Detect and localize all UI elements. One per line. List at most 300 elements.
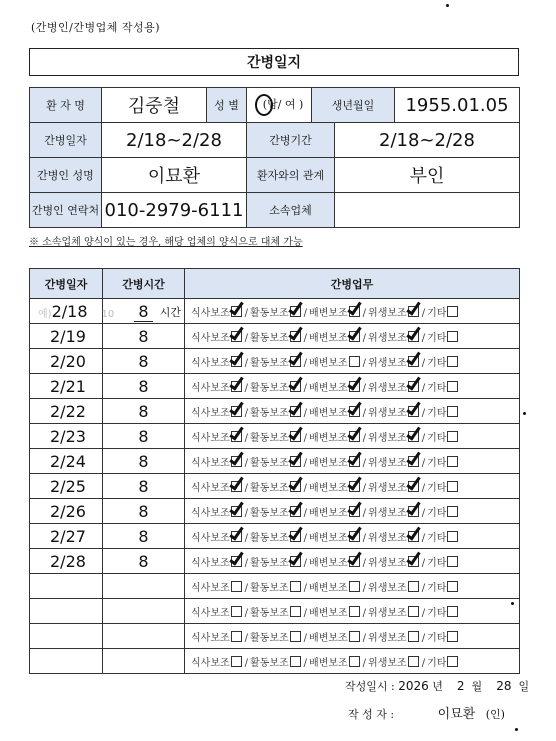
task-label: 활동보조 bbox=[250, 482, 289, 494]
task-label: 기타 bbox=[427, 307, 447, 319]
task-label: 식사보조 bbox=[191, 657, 230, 669]
task-label: 위생보조 bbox=[368, 582, 407, 594]
task-checkbox[interactable] bbox=[349, 556, 360, 567]
task-checkbox[interactable] bbox=[349, 581, 360, 592]
task-checkbox[interactable] bbox=[447, 331, 458, 342]
written-month[interactable]: 2 bbox=[456, 679, 465, 693]
task-checkbox[interactable] bbox=[447, 431, 458, 442]
task-separator: / bbox=[421, 332, 426, 344]
care-hours-value: 8 bbox=[138, 501, 149, 521]
task-checkbox[interactable] bbox=[290, 506, 301, 517]
task-checkbox[interactable] bbox=[290, 481, 301, 492]
care-date-value: 2/24 bbox=[50, 451, 86, 471]
care-hours-cell[interactable] bbox=[103, 474, 185, 499]
task-label: 식사보조 bbox=[191, 457, 230, 469]
task-checkbox[interactable] bbox=[231, 556, 242, 567]
month-unit: 월 bbox=[471, 680, 483, 693]
task-label: 활동보조 bbox=[250, 632, 289, 644]
task-separator: / bbox=[421, 482, 426, 494]
task-checkbox[interactable] bbox=[408, 306, 419, 317]
task-label: 식사보조 bbox=[191, 432, 230, 444]
task-checkbox[interactable] bbox=[290, 656, 301, 667]
task-separator: / bbox=[421, 607, 426, 619]
task-label: 기타 bbox=[427, 532, 447, 544]
task-checkbox[interactable] bbox=[447, 506, 458, 517]
task-separator: / bbox=[303, 507, 308, 519]
task-separator: / bbox=[303, 407, 308, 419]
task-checkbox[interactable] bbox=[408, 456, 419, 467]
care-tasks-cell bbox=[185, 399, 520, 424]
header-care-date: 간병일자 bbox=[30, 269, 103, 299]
task-checkbox[interactable] bbox=[408, 656, 419, 667]
task-separator: / bbox=[421, 432, 426, 444]
care-log-row bbox=[30, 549, 520, 574]
year-unit: 년 bbox=[432, 680, 443, 693]
company-label: 소속업체 bbox=[247, 193, 335, 228]
task-checkbox[interactable] bbox=[408, 431, 419, 442]
company-value[interactable] bbox=[335, 193, 520, 228]
task-checkbox[interactable] bbox=[231, 356, 242, 367]
task-label: 활동보조 bbox=[250, 532, 289, 544]
care-date-cell[interactable] bbox=[30, 574, 103, 599]
task-separator: / bbox=[244, 557, 249, 569]
task-separator: / bbox=[362, 632, 367, 644]
task-separator: / bbox=[362, 532, 367, 544]
care-date-value: 2/27 bbox=[50, 526, 86, 546]
care-log-row bbox=[30, 524, 520, 549]
care-hours-value: 8 bbox=[138, 326, 149, 346]
task-checkbox[interactable] bbox=[408, 531, 419, 542]
care-date-cell[interactable] bbox=[30, 399, 103, 424]
task-checkbox[interactable] bbox=[349, 456, 360, 467]
care-log-row bbox=[30, 374, 520, 399]
care-hours-cell[interactable] bbox=[103, 524, 185, 549]
care-tasks-cell bbox=[185, 574, 520, 599]
care-date-value: 2/28 bbox=[50, 551, 86, 571]
task-label: 기타 bbox=[427, 557, 447, 569]
task-label: 활동보조 bbox=[250, 457, 289, 469]
task-separator: / bbox=[244, 432, 249, 444]
relation-label: 환자와의 관계 bbox=[247, 158, 335, 193]
task-label: 위생보조 bbox=[368, 332, 407, 344]
care-date-cell[interactable] bbox=[30, 324, 103, 349]
care-hours-cell[interactable] bbox=[103, 374, 185, 399]
care-log-row bbox=[30, 624, 520, 649]
task-checkbox[interactable] bbox=[349, 406, 360, 417]
task-checkbox[interactable] bbox=[349, 431, 360, 442]
care-tasks-cell bbox=[185, 599, 520, 624]
task-separator: / bbox=[244, 332, 249, 344]
task-separator: / bbox=[362, 407, 367, 419]
task-separator: / bbox=[362, 357, 367, 369]
task-label: 식사보조 bbox=[191, 607, 230, 619]
task-checkbox[interactable] bbox=[408, 506, 419, 517]
task-label: 식사보조 bbox=[191, 382, 230, 394]
patient-name-value[interactable]: 김중철 bbox=[102, 88, 207, 123]
task-separator: / bbox=[362, 332, 367, 344]
care-date-value: 2/23 bbox=[50, 426, 86, 446]
task-checkbox[interactable] bbox=[447, 531, 458, 542]
care-log-row bbox=[30, 574, 520, 599]
task-separator: / bbox=[244, 582, 249, 594]
task-separator: / bbox=[303, 557, 308, 569]
care-duration-value[interactable]: 2/18~2/28 bbox=[335, 123, 520, 158]
task-label: 활동보조 bbox=[250, 607, 289, 619]
task-separator: / bbox=[303, 457, 308, 469]
caregiver-name-label: 간병인 성명 bbox=[30, 158, 102, 193]
stray-mark bbox=[511, 602, 514, 605]
task-checkbox[interactable] bbox=[408, 406, 419, 417]
task-checkbox[interactable] bbox=[231, 456, 242, 467]
care-log-row bbox=[30, 349, 520, 374]
care-date-cell[interactable] bbox=[30, 549, 103, 574]
caregiver-contact-value[interactable]: 010-2979-6111 bbox=[102, 193, 247, 228]
task-checkbox[interactable] bbox=[290, 431, 301, 442]
task-checkbox[interactable] bbox=[349, 656, 360, 667]
care-date-value: 2/21 bbox=[50, 376, 86, 396]
task-checkbox[interactable] bbox=[447, 406, 458, 417]
task-label: 배변보조 bbox=[309, 657, 348, 669]
task-label: 위생보조 bbox=[368, 607, 407, 619]
task-separator: / bbox=[362, 507, 367, 519]
care-log-row bbox=[30, 649, 520, 674]
task-separator: / bbox=[421, 532, 426, 544]
care-log-row bbox=[30, 474, 520, 499]
task-separator: / bbox=[421, 382, 426, 394]
care-hours-value: 8 bbox=[138, 376, 149, 396]
task-checkbox[interactable] bbox=[349, 331, 360, 342]
task-checkbox[interactable] bbox=[408, 631, 419, 642]
task-label: 위생보조 bbox=[368, 407, 407, 419]
care-hours-cell[interactable] bbox=[103, 574, 185, 599]
care-duration-label: 간병기간 bbox=[247, 123, 335, 158]
task-label: 활동보조 bbox=[250, 507, 289, 519]
task-checkbox[interactable] bbox=[231, 506, 242, 517]
task-separator: / bbox=[244, 457, 249, 469]
stray-mark bbox=[446, 4, 449, 7]
task-checkbox[interactable] bbox=[231, 306, 242, 317]
task-checkbox[interactable] bbox=[231, 531, 242, 542]
task-label: 활동보조 bbox=[250, 357, 289, 369]
care-hours-cell[interactable] bbox=[103, 299, 185, 324]
task-separator: / bbox=[303, 657, 308, 669]
task-label: 기타 bbox=[427, 507, 447, 519]
task-label: 위생보조 bbox=[368, 357, 407, 369]
care-date-value: 2/19 bbox=[50, 326, 86, 346]
task-label: 식사보조 bbox=[191, 632, 230, 644]
task-separator: / bbox=[362, 557, 367, 569]
task-label: 식사보조 bbox=[191, 357, 230, 369]
task-label: 위생보조 bbox=[368, 557, 407, 569]
task-label: 기타 bbox=[427, 407, 447, 419]
task-label: 위생보조 bbox=[368, 482, 407, 494]
task-label: 배변보조 bbox=[309, 532, 348, 544]
task-separator: / bbox=[244, 632, 249, 644]
care-hours-value: 8 bbox=[138, 426, 149, 446]
task-separator: / bbox=[421, 457, 426, 469]
task-separator: / bbox=[362, 582, 367, 594]
care-hours-value: 8 bbox=[138, 476, 149, 496]
care-tasks-cell bbox=[185, 649, 520, 674]
task-label: 기타 bbox=[427, 457, 447, 469]
care-log-table bbox=[29, 268, 520, 674]
care-date-cell[interactable] bbox=[30, 349, 103, 374]
task-separator: / bbox=[362, 432, 367, 444]
task-checkbox[interactable] bbox=[447, 656, 458, 667]
task-checkbox[interactable] bbox=[231, 331, 242, 342]
task-checkbox[interactable] bbox=[290, 581, 301, 592]
care-tasks-cell bbox=[185, 299, 520, 324]
care-log-row bbox=[30, 499, 520, 524]
task-label: 기타 bbox=[427, 332, 447, 344]
care-date-cell[interactable] bbox=[30, 474, 103, 499]
task-label: 기타 bbox=[427, 582, 447, 594]
care-date-value: 2/20 bbox=[50, 351, 86, 371]
task-checkbox[interactable] bbox=[231, 606, 242, 617]
task-checkbox[interactable] bbox=[349, 531, 360, 542]
task-checkbox[interactable] bbox=[349, 631, 360, 642]
care-log-row bbox=[30, 324, 520, 349]
task-separator: / bbox=[303, 632, 308, 644]
task-label: 배변보조 bbox=[309, 582, 348, 594]
relation-value[interactable]: 부인 bbox=[335, 158, 520, 193]
care-date-value: 2/25 bbox=[50, 476, 86, 496]
task-checkbox[interactable] bbox=[447, 606, 458, 617]
task-label: 기타 bbox=[427, 357, 447, 369]
task-label: 식사보조 bbox=[191, 307, 230, 319]
example-placeholder: 10 bbox=[101, 308, 115, 320]
task-separator: / bbox=[303, 607, 308, 619]
task-checkbox[interactable] bbox=[231, 481, 242, 492]
care-date-cell[interactable] bbox=[30, 424, 103, 449]
written-year[interactable]: 2026 bbox=[398, 679, 429, 693]
task-separator: / bbox=[421, 632, 426, 644]
task-separator: / bbox=[303, 482, 308, 494]
task-separator: / bbox=[421, 407, 426, 419]
task-separator: / bbox=[362, 482, 367, 494]
task-separator: / bbox=[362, 607, 367, 619]
task-separator: / bbox=[362, 307, 367, 319]
care-hours-value: 8 bbox=[134, 302, 152, 322]
task-separator: / bbox=[244, 407, 249, 419]
task-checkbox[interactable] bbox=[231, 581, 242, 592]
task-checkbox[interactable] bbox=[408, 606, 419, 617]
care-hours-cell[interactable] bbox=[103, 549, 185, 574]
task-checkbox[interactable] bbox=[349, 506, 360, 517]
task-checkbox[interactable] bbox=[349, 481, 360, 492]
task-checkbox[interactable] bbox=[231, 431, 242, 442]
task-separator: / bbox=[244, 382, 249, 394]
task-separator: / bbox=[421, 507, 426, 519]
birth-value[interactable]: 1955.01.05 bbox=[395, 88, 520, 123]
task-separator: / bbox=[303, 532, 308, 544]
care-date-cell[interactable] bbox=[30, 524, 103, 549]
care-log-row bbox=[30, 599, 520, 624]
care-tasks-cell bbox=[185, 549, 520, 574]
sex-value[interactable] bbox=[247, 88, 312, 123]
written-day[interactable]: 28 bbox=[496, 679, 512, 693]
task-checkbox[interactable] bbox=[290, 331, 301, 342]
task-label: 배변보조 bbox=[309, 457, 348, 469]
task-label: 활동보조 bbox=[250, 382, 289, 394]
sex-options: (남/ 여 ) bbox=[262, 98, 304, 111]
task-separator: / bbox=[303, 582, 308, 594]
task-label: 식사보조 bbox=[191, 557, 230, 569]
task-separator: / bbox=[303, 357, 308, 369]
task-separator: / bbox=[421, 307, 426, 319]
task-label: 위생보조 bbox=[368, 457, 407, 469]
task-checkbox[interactable] bbox=[447, 456, 458, 467]
task-label: 위생보조 bbox=[368, 307, 407, 319]
task-separator: / bbox=[362, 657, 367, 669]
task-label: 식사보조 bbox=[191, 407, 230, 419]
birth-label: 생년월일 bbox=[312, 88, 395, 123]
care-date-cell[interactable] bbox=[30, 599, 103, 624]
care-hours-value: 8 bbox=[138, 401, 149, 421]
task-separator: / bbox=[362, 457, 367, 469]
task-checkbox[interactable] bbox=[349, 381, 360, 392]
task-checkbox[interactable] bbox=[408, 381, 419, 392]
task-separator: / bbox=[303, 432, 308, 444]
care-date-value: 2/22 bbox=[50, 401, 86, 421]
care-date-value: 2/18 bbox=[51, 301, 88, 321]
caregiver-name-value[interactable]: 이묘환 bbox=[102, 158, 247, 193]
task-separator: / bbox=[244, 607, 249, 619]
care-tasks-cell bbox=[185, 449, 520, 474]
task-checkbox[interactable] bbox=[290, 556, 301, 567]
task-label: 위생보조 bbox=[368, 632, 407, 644]
care-hours-cell[interactable] bbox=[103, 624, 185, 649]
task-checkbox[interactable] bbox=[408, 581, 419, 592]
care-log-row bbox=[30, 299, 520, 324]
task-checkbox[interactable] bbox=[447, 631, 458, 642]
care-tasks-cell bbox=[185, 474, 520, 499]
task-checkbox[interactable] bbox=[349, 356, 360, 367]
task-separator: / bbox=[244, 507, 249, 519]
care-hours-cell[interactable] bbox=[103, 324, 185, 349]
task-checkbox[interactable] bbox=[447, 381, 458, 392]
task-checkbox[interactable] bbox=[290, 381, 301, 392]
task-separator: / bbox=[303, 382, 308, 394]
task-checkbox[interactable] bbox=[290, 306, 301, 317]
task-separator: / bbox=[421, 582, 426, 594]
task-checkbox[interactable] bbox=[290, 606, 301, 617]
task-checkbox[interactable] bbox=[290, 531, 301, 542]
task-checkbox[interactable] bbox=[290, 631, 301, 642]
care-log-row bbox=[30, 449, 520, 474]
care-tasks-cell bbox=[185, 624, 520, 649]
task-checkbox[interactable] bbox=[447, 356, 458, 367]
task-label: 배변보조 bbox=[309, 607, 348, 619]
task-label: 배변보조 bbox=[309, 407, 348, 419]
header-care-tasks: 간병업무 bbox=[185, 269, 520, 299]
task-label: 기타 bbox=[427, 432, 447, 444]
task-separator: / bbox=[421, 657, 426, 669]
care-hours-cell[interactable] bbox=[103, 449, 185, 474]
care-date-value: 2/26 bbox=[50, 501, 86, 521]
care-period-value[interactable]: 2/18~2/28 bbox=[102, 123, 247, 158]
care-hours-value: 8 bbox=[138, 351, 149, 371]
care-date-cell[interactable] bbox=[30, 624, 103, 649]
care-hours-cell[interactable] bbox=[103, 424, 185, 449]
task-label: 식사보조 bbox=[191, 482, 230, 494]
task-label: 배변보조 bbox=[309, 507, 348, 519]
header-care-hours: 간병시간 bbox=[103, 269, 185, 299]
task-checkbox[interactable] bbox=[447, 556, 458, 567]
substitute-form-notice: ※ 소속업체 양식이 있는 경우, 해당 업체의 양식으로 대체 가능 bbox=[29, 237, 303, 248]
task-label: 배변보조 bbox=[309, 482, 348, 494]
care-date-cell[interactable] bbox=[30, 499, 103, 524]
care-hours-cell[interactable] bbox=[103, 649, 185, 674]
task-label: 배변보조 bbox=[309, 332, 348, 344]
task-checkbox[interactable] bbox=[408, 481, 419, 492]
task-checkbox[interactable] bbox=[349, 606, 360, 617]
task-label: 배변보조 bbox=[309, 357, 348, 369]
task-label: 위생보조 bbox=[368, 382, 407, 394]
task-label: 활동보조 bbox=[250, 407, 289, 419]
task-separator: / bbox=[244, 357, 249, 369]
task-checkbox[interactable] bbox=[447, 581, 458, 592]
task-separator: / bbox=[303, 332, 308, 344]
task-checkbox[interactable] bbox=[447, 306, 458, 317]
task-checkbox[interactable] bbox=[408, 556, 419, 567]
task-label: 위생보조 bbox=[368, 507, 407, 519]
form-usage-note: (간병인/간병업체 작성용) bbox=[31, 21, 161, 34]
example-placeholder: 예) bbox=[38, 308, 52, 320]
care-hours-cell[interactable] bbox=[103, 499, 185, 524]
patient-name-label: 환 자 명 bbox=[30, 88, 102, 123]
task-checkbox[interactable] bbox=[290, 356, 301, 367]
task-label: 식사보조 bbox=[191, 582, 230, 594]
care-tasks-cell bbox=[185, 499, 520, 524]
care-tasks-cell bbox=[185, 374, 520, 399]
care-date-cell[interactable] bbox=[30, 374, 103, 399]
care-date-cell[interactable] bbox=[30, 649, 103, 674]
task-label: 활동보조 bbox=[250, 582, 289, 594]
task-checkbox[interactable] bbox=[231, 406, 242, 417]
task-label: 배변보조 bbox=[309, 557, 348, 569]
task-separator: / bbox=[244, 482, 249, 494]
task-separator: / bbox=[421, 557, 426, 569]
task-checkbox[interactable] bbox=[447, 481, 458, 492]
task-separator: / bbox=[244, 532, 249, 544]
care-log-row bbox=[30, 424, 520, 449]
written-date bbox=[345, 678, 529, 694]
task-checkbox[interactable] bbox=[231, 656, 242, 667]
care-date-cell[interactable] bbox=[30, 449, 103, 474]
seal-mark: (인) bbox=[485, 708, 505, 721]
task-label: 배변보조 bbox=[309, 307, 348, 319]
care-log-rows bbox=[30, 299, 520, 674]
care-hours-cell[interactable] bbox=[103, 399, 185, 424]
task-checkbox[interactable] bbox=[408, 331, 419, 342]
author-name[interactable]: 이묘환 bbox=[437, 707, 476, 722]
author-label: 작 성 자 : bbox=[348, 708, 395, 721]
care-date-cell[interactable] bbox=[30, 299, 115, 324]
care-hours-cell[interactable] bbox=[103, 599, 185, 624]
task-checkbox[interactable] bbox=[290, 456, 301, 467]
task-label: 기타 bbox=[427, 657, 447, 669]
task-separator: / bbox=[303, 307, 308, 319]
task-checkbox[interactable] bbox=[290, 406, 301, 417]
care-hours-cell[interactable] bbox=[103, 349, 185, 374]
care-tasks-cell bbox=[185, 524, 520, 549]
task-checkbox[interactable] bbox=[231, 381, 242, 392]
task-checkbox[interactable] bbox=[349, 306, 360, 317]
task-checkbox[interactable] bbox=[408, 356, 419, 367]
task-checkbox[interactable] bbox=[231, 631, 242, 642]
care-hours-value: 8 bbox=[138, 526, 149, 546]
